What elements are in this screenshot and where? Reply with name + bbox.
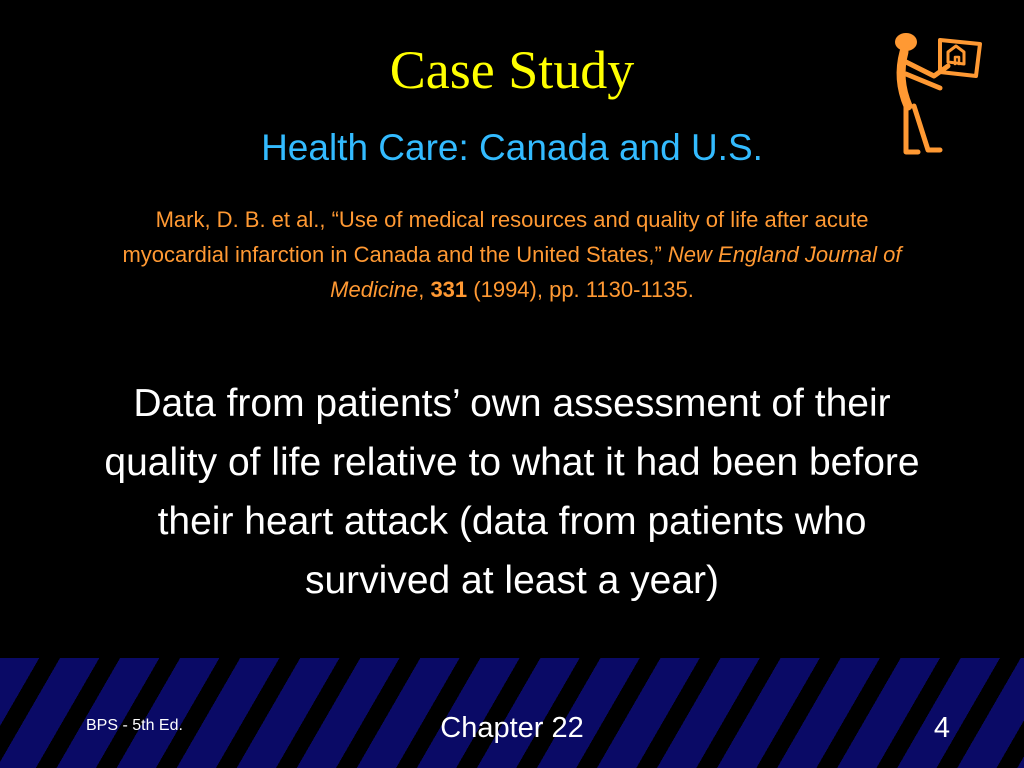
body-text: Data from patients’ own assessment of their quality of life relative to what it had been before their heart attack (data from patients who survived at least a year) — [104, 382, 920, 602]
citation — [120, 202, 904, 307]
footer-edition: BPS - 5th Ed. — [86, 717, 183, 734]
slide-title: Case Study — [389, 40, 635, 100]
citation-year-pages: (1994), pp. 1130-1135. — [467, 277, 694, 302]
footer-chapter: Chapter 22 — [440, 712, 584, 744]
citation-volume: 331 — [430, 277, 468, 302]
citation-separator: , — [418, 277, 431, 302]
slide-subtitle: Health Care: Canada and U.S. — [261, 127, 763, 168]
person-holding-house-sign-icon — [876, 26, 986, 162]
citation-authors-title: Mark, D. B. et al., “Use of medical resources and quality of life after acute myocardial infarction in Canada and the United States,” — [122, 207, 869, 267]
citation-journal: New England Journal of Medicine — [330, 242, 902, 302]
slide-number: 4 — [933, 712, 950, 744]
